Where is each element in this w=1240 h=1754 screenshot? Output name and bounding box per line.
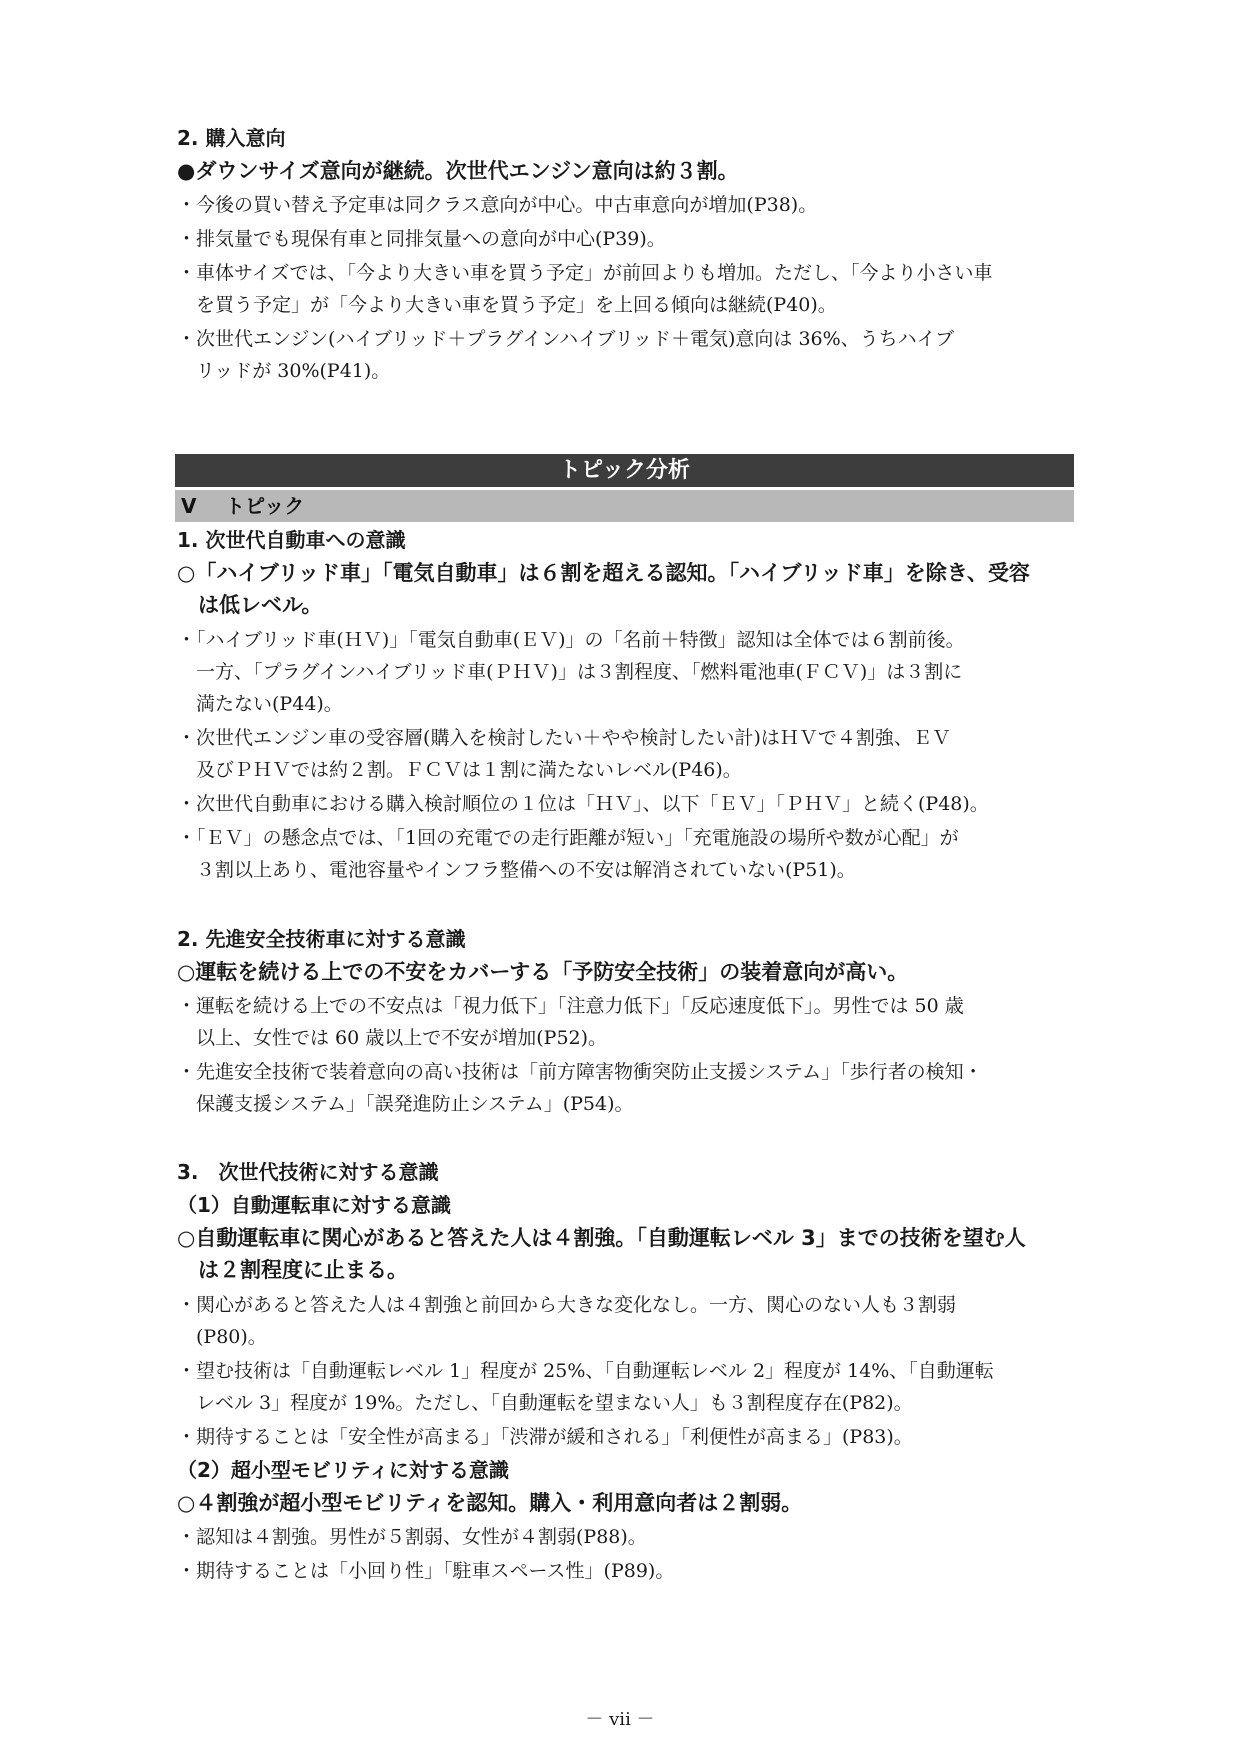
bullet-line: ・運転を続ける上での不安点は「視力低下」「注意力低下」「反応速度低下」。男性では 50 歳 [177, 995, 964, 1017]
bullet-line: ・排気量でも現保有車と同排気量への意向が中心(P39)。 [177, 228, 666, 250]
bullet-line: ・次世代エンジン(ハイブリッド＋プラグインハイブリッド＋電気)意向は 36%、うちハイブ [177, 328, 955, 350]
chapter-number: Ⅴ [181, 494, 197, 518]
bullet-line: ・認知は４割強。男性が５割弱、女性が４割弱(P88)。 [177, 1526, 647, 1548]
section-heading-next-gen-technology: 3. 次世代技術に対する意識 [177, 1160, 439, 1184]
section-heading-purchase-intention: 2. 購入意向 [177, 126, 286, 150]
bullet-line: ・先進安全技術で装着意向の高い技術は「前方障害物衝突防止支援システム」「歩行者の検知・ [177, 1061, 983, 1083]
section-heading-advanced-safety: 2. 先進安全技術車に対する意識 [177, 927, 466, 951]
bullet-line: 保護支援システム」「誤発進防止システム」(P54)。 [177, 1093, 634, 1115]
chapter-title: トピック [225, 494, 305, 518]
bullet-line: ・次世代エンジン車の受容層(購入を検討したい＋やや検討したい計)はＨＶで４割強、ＥＶ [177, 727, 951, 749]
section-lead-line: ○自動運転車に関心があると答えた人は４割強。「自動運転レベル 3」までの技術を望む人 [177, 1226, 1026, 1250]
bullet-line: ・次世代自動車における購入検討順位の１位は「ＨＶ」、以下「ＥＶ」「ＰＨＶ」と続く(P48)。 [177, 793, 989, 815]
bullet-line: ・車体サイズでは、「今より大きい車を買う予定」が前回よりも増加。ただし、「今より小さい車 [177, 262, 993, 284]
section-lead-line: ○「ハイブリッド車」「電気自動車」は６割を超える認知。「ハイブリッド車」を除き、受容 [177, 561, 1030, 585]
section-lead-micro-mobility: ○４割強が超小型モビリティを認知。購入・利用意向者は２割弱。 [177, 1491, 803, 1515]
bullet-line: 以上、女性では 60 歳以上で不安が増加(P52)。 [177, 1027, 608, 1049]
bullet-line: ・望む技術は「自動運転レベル 1」程度が 25%、「自動運転レベル 2」程度が 14%、「自動運転 [177, 1360, 994, 1382]
topic-subheader-bar [175, 490, 1074, 522]
page-number: － vii － [585, 1709, 655, 1730]
section-heading-next-gen-vehicles: 1. 次世代自動車への意識 [177, 528, 406, 552]
bullet-line: 及びＰＨＶでは約２割。ＦＣＶは１割に満たないレベル(P46)。 [177, 759, 742, 781]
bullet-line: (P80)。 [177, 1326, 267, 1348]
topic-analysis-banner: トピック分析 [175, 454, 1074, 487]
bullet-line: リッドが 30%(P41)。 [177, 360, 391, 382]
section-lead-advanced-safety: ○運転を続ける上での不安をカバーする「予防安全技術」の装着意向が高い。 [177, 960, 909, 984]
bullet-line: ３割以上あり、電池容量やインフラ整備への不安は解消されていない(P51)。 [177, 859, 856, 881]
bullet-line: ・期待することは「安全性が高まる」「渋滞が緩和される」「利便性が高まる」(P83)。 [177, 1426, 913, 1448]
section-lead-purchase-intention: ●ダウンサイズ意向が継続。次世代エンジン意向は約３割。 [177, 159, 739, 183]
bullet-line: ・今後の買い替え予定車は同クラス意向が中心。中古車意向が増加(P38)。 [177, 194, 818, 216]
section-lead-line: は低レベル。 [177, 593, 323, 617]
bullet-line: ・期待することは「小回り性」「駐車スペース性」(P89)。 [177, 1560, 675, 1582]
bullet-line: ・「ハイブリッド車(ＨＶ)」「電気自動車(ＥＶ)」の「名前＋特徴」認知は全体では６割前後。 [177, 629, 965, 651]
bullet-line: レベル 3」程度が 19%。ただし、「自動運転を望まない人」も３割程度存在(P82)。 [177, 1392, 913, 1414]
section-lead-line: は２割程度に止まる。 [177, 1258, 408, 1282]
bullet-line: ・関心があると答えた人は４割強と前回から大きな変化なし。一方、関心のない人も３割弱 [177, 1294, 957, 1316]
bullet-line: を買う予定」が「今より大きい車を買う予定」を上回る傾向は継続(P40)。 [177, 294, 837, 316]
subsection-heading-micro-mobility: （2）超小型モビリティに対する意識 [177, 1458, 509, 1482]
bullet-line: 一方、「プラグインハイブリッド車(ＰＨＶ)」は３割程度、「燃料電池車(ＦＣＶ)」は３割に [177, 661, 963, 683]
bullet-line: ・「ＥＶ」の懸念点では、「1回の充電での走行距離が短い」「充電施設の場所や数が心配」が [177, 827, 959, 849]
subsection-heading-autonomous: （1）自動運転車に対する意識 [177, 1193, 451, 1217]
bullet-line: 満たない(P44)。 [177, 693, 343, 715]
